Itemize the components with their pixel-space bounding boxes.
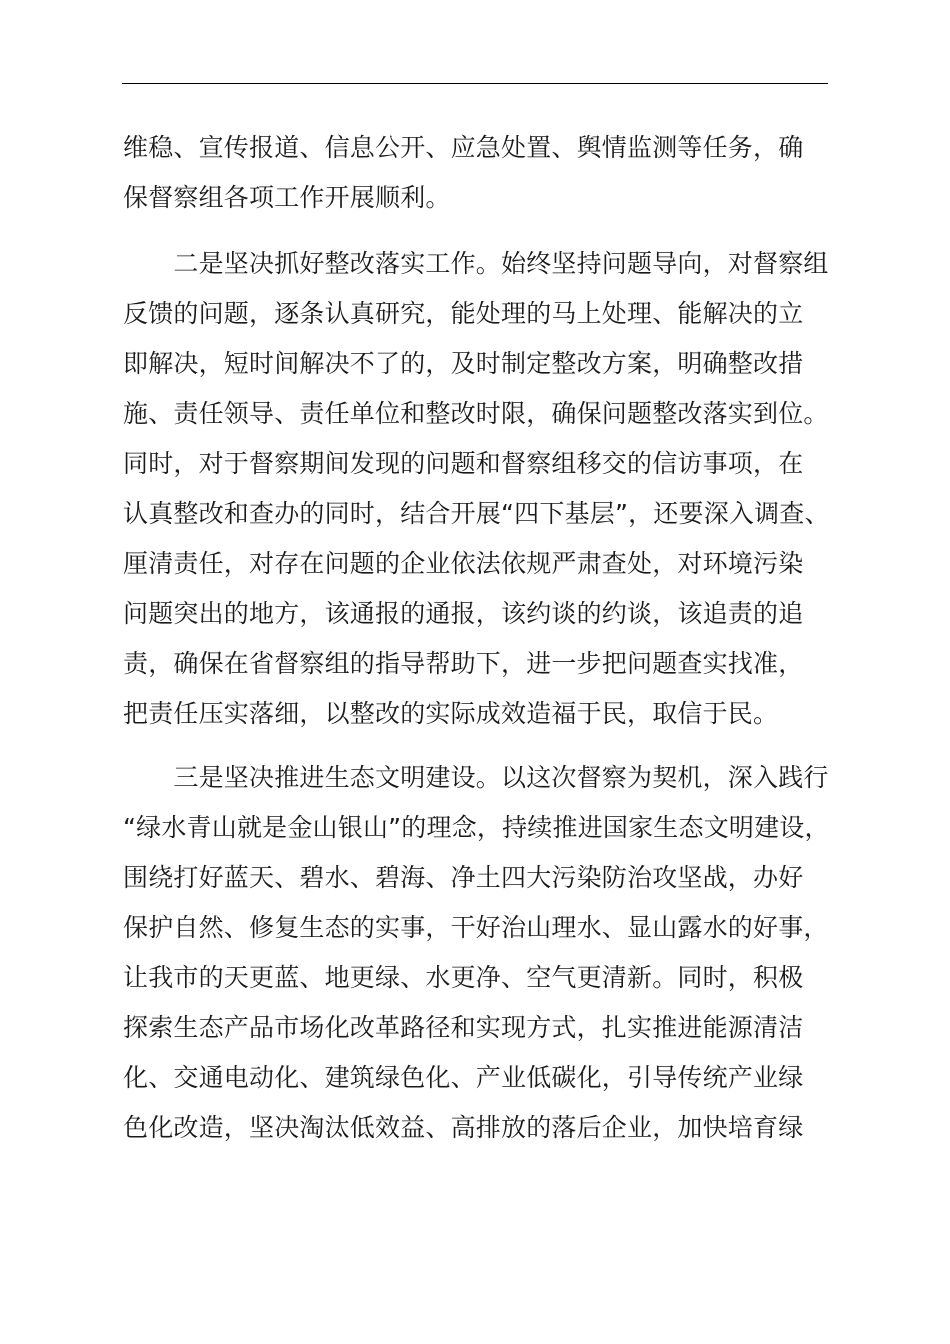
text-line: 把责任压实落细，以整改的实际成效造福于民，取信于民。 bbox=[123, 699, 779, 728]
text-line: 保督察组各项工作开展顺利。 bbox=[123, 183, 451, 212]
text-line: 让我市的天更蓝、地更绿、水更净、空气更清新。同时，积极 bbox=[123, 963, 804, 992]
text-line: 维稳、宣传报道、信息公开、应急处置、舆情监测等任务，确 bbox=[123, 133, 804, 162]
header-rule bbox=[122, 83, 828, 84]
text-line: “绿水青山就是金山银山”的理念，持续推进国家生态文明建设， bbox=[123, 813, 830, 842]
text-line: 围绕打好蓝天、碧水、碧海、净土四大污染防治攻坚战，办好 bbox=[123, 863, 804, 892]
text-line: 责，确保在省督察组的指导帮助下，进一步把问题查实找准， bbox=[123, 649, 804, 678]
text-line: 二是坚决抓好整改落实工作。始终坚持问题导向，对督察组 bbox=[123, 249, 829, 278]
text-line: 反馈的问题，逐条认真研究，能处理的马上处理、能解决的立 bbox=[123, 299, 804, 328]
text-line: 探索生态产品市场化改革路径和实现方式，扎实推进能源清洁 bbox=[123, 1013, 804, 1042]
text-line: 三是坚决推进生态文明建设。以这次督察为契机，深入践行 bbox=[123, 763, 829, 792]
text-line: 同时，对于督察期间发现的问题和督察组移交的信访事项，在 bbox=[123, 449, 804, 478]
text-line: 保护自然、修复生态的实事，干好治山理水、显山露水的好事， bbox=[123, 913, 829, 942]
text-line: 施、责任领导、责任单位和整改时限，确保问题整改落实到位。 bbox=[123, 399, 829, 428]
text-line: 厘清责任，对存在问题的企业依法依规严肃查处，对环境污染 bbox=[123, 549, 804, 578]
text-line: 化、交通电动化、建筑绿色化、产业低碳化，引导传统产业绿 bbox=[123, 1063, 804, 1092]
text-line: 问题突出的地方，该通报的通报，该约谈的约谈，该追责的追 bbox=[123, 599, 804, 628]
text-line: 色化改造，坚决淘汰低效益、高排放的落后企业，加快培育绿 bbox=[123, 1113, 804, 1142]
text-line: 认真整改和查办的同时，结合开展“四下基层”，还要深入调查、 bbox=[123, 499, 830, 528]
text-line: 即解决，短时间解决不了的，及时制定整改方案，明确整改措 bbox=[123, 349, 804, 378]
